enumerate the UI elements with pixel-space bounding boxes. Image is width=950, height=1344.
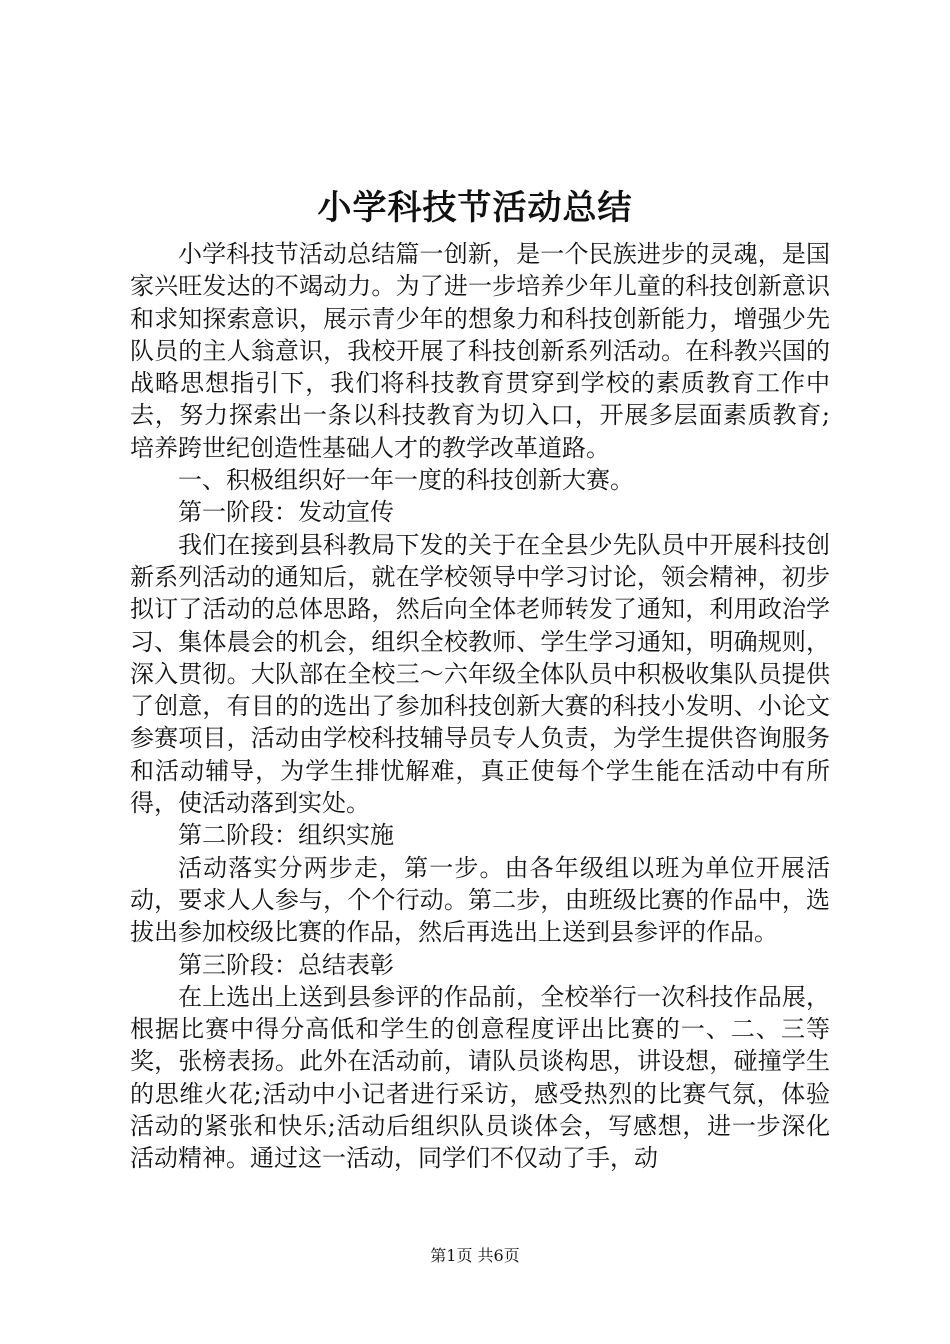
paragraph-intro: 小学科技节活动总结篇一创新，是一个民族进步的灵魂，是国家兴旺发达的不竭动力。为了进一步培养少年儿童的科技创新意识和求知探索意识，展示青少年的想象力和科技创新能力，增强少先队员的主人翁意识，我校开展了科技创新系列活动。在科教兴国的战略思想指引下，我们将科技教育贯穿到学校的素质教育工作中去，努力探索出一条以科技教育为切入口，开展多层面素质教育;培养跨世纪创造性基础人才的教学改革道路。 [130,240,830,462]
paragraph-stage-2: 活动落实分两步走，第一步。由各年级组以班为单位开展活动，要求人人参与，个个行动。第二步，由班级比赛的作品中，选拔出参加校级比赛的作品，然后再选出上送到县参评的作品。 [130,853,830,947]
paragraph-stage-3: 在上选出上送到县参评的作品前，全校举行一次科技作品展，根据比赛中得分高低和学生的创意程度评出比赛的一、二、三等奖，张榜表扬。此外在活动前，请队员谈构思，讲设想，碰撞学生的思维火花;活动中小记者进行采访，感受热烈的比赛气氛，体验活动的紧张和快乐;活动后组织队员谈体会，写感想，进一步深化活动精神。通过这一活动，同学们不仅动了手，动 [130,982,830,1173]
section-heading-1: 一、积极组织好一年一度的科技创新大赛。 [178,466,634,495]
document-title: 小学科技节活动总结 [317,188,633,228]
stage-heading-3: 第三阶段：总结表彰 [178,950,394,979]
stage-heading-2: 第二阶段：组织实施 [178,821,394,850]
document-body [130,238,830,1175]
page-number-footer: 第1页 共6页 [430,1246,520,1265]
stage-heading-1: 第一阶段：发动宣传 [178,498,394,527]
paragraph-stage-1: 我们在接到县科教局下发的关于在全县少先队员中开展科技创新系列活动的通知后，就在学校领导中学习讨论，领会精神，初步拟订了活动的总体思路，然后向全体老师转发了通知，利用政治学习、集体晨会的机会，组织全校教师、学生学习通知，明确规则，深入贯彻。大队部在全校三～六年级全体队员中积极收集队员提供了创意，有目的的选出了参加科技创新大赛的科技小发明、小论文参赛项目，活动由学校科技辅导员专人负责，为学生提供咨询服务和活动辅导，为学生排忧解难，真正使每个学生能在活动中有所得，使活动落到实处。 [130,530,830,818]
